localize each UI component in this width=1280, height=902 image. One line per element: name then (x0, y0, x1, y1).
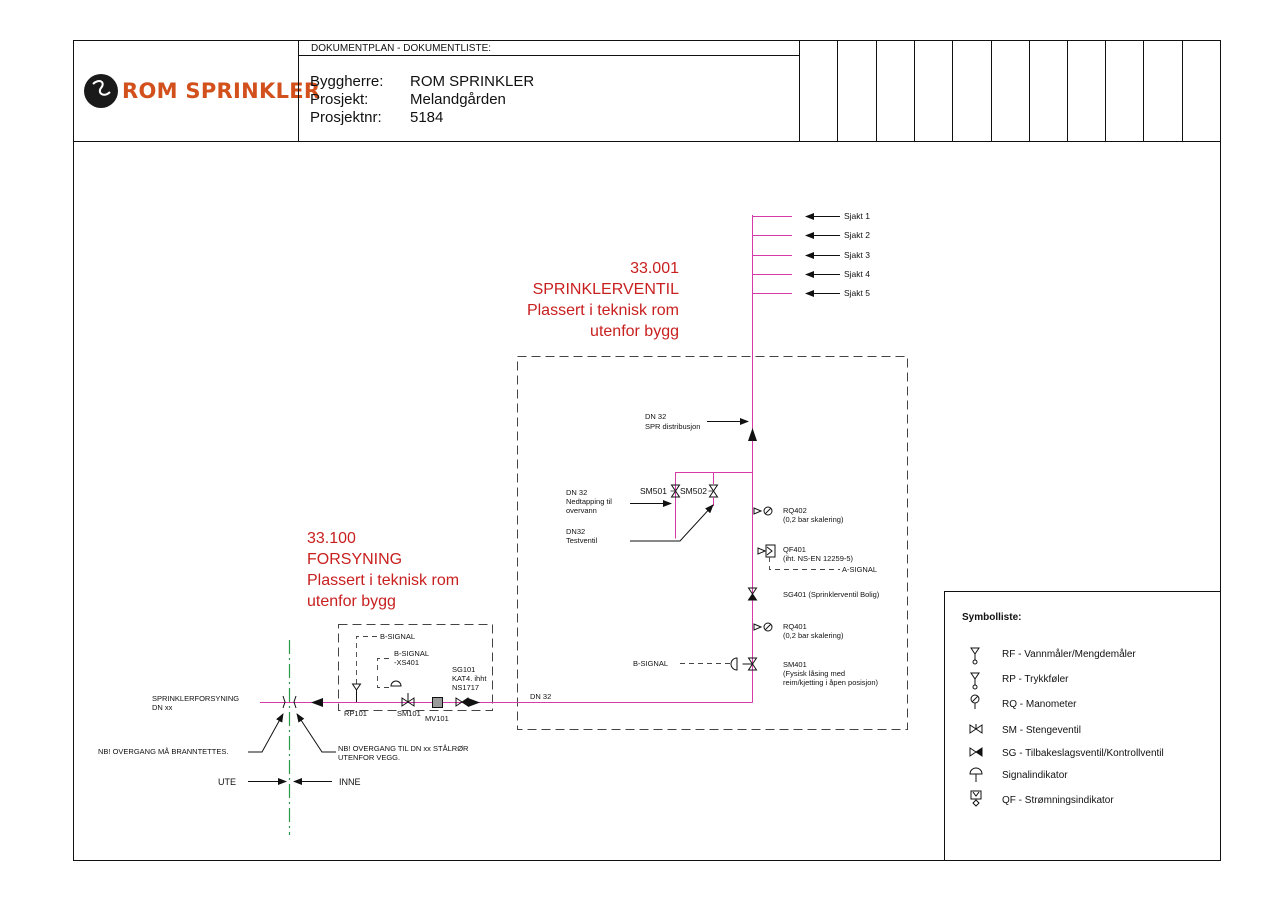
inne-label: INNE (339, 777, 361, 787)
signal-indicator-icon (970, 768, 982, 782)
valve-section-place-2: utenfor bygg (590, 323, 679, 340)
pressure-sensor-icon (971, 673, 979, 689)
field-value-byggherre: ROM SPRINKLER (410, 73, 535, 90)
manometer-icon (971, 695, 979, 709)
shaft-label-4: Sjakt 4 (844, 269, 870, 279)
sg101-cat-label: KAT4. ihht (452, 674, 487, 683)
qf401-standard-label: (iht. NS-EN 12259-5) (783, 554, 854, 563)
flow-meter-icon (971, 648, 979, 664)
field-label-prosjektnr: Prosjektnr: (310, 109, 382, 126)
mv101-label: MV101 (425, 714, 449, 723)
supply-label: SPRINKLERFORSYNING (152, 694, 240, 703)
sm401-shutoff-valve-icon (743, 658, 757, 670)
rq402-label: RQ402 (783, 506, 807, 515)
b-signal-main-label: B-SIGNAL (633, 659, 669, 668)
rp101-label: RP101 (344, 709, 367, 718)
legend-item-sg: SG - Tilbakeslagsventil/Kontrollventil (1002, 748, 1164, 759)
doc-title: DOKUMENTPLAN - DOKUMENTLISTE: (311, 43, 492, 54)
test-valve-label-2: Testventil (566, 536, 598, 545)
legend-item-qf: QF - Strømningsindikator (1002, 795, 1114, 806)
mv101-meter-icon (433, 698, 443, 708)
valve-section-number: 33.001 (630, 260, 679, 277)
rq401-label: RQ401 (783, 622, 807, 631)
b-signal-1-label: B-SIGNAL (380, 632, 416, 641)
shaft-label-1: Sjakt 1 (844, 211, 870, 221)
legend-item-rp: RP - Trykkføler (1002, 674, 1069, 685)
nb-steel-pipe-label: NB! OVERGANG TIL DN xx STÅLRØR (338, 744, 469, 753)
drain-label-1: DN 32 (566, 488, 588, 497)
legend-item-rq: RQ - Manometer (1002, 699, 1077, 710)
supply-section-place-2: utenfor bygg (307, 593, 396, 610)
shutoff-valve-icon (970, 724, 982, 733)
drain-label-2: Nedtapping til (566, 497, 612, 506)
legend-item-sm: SM - Stengeventil (1002, 725, 1081, 736)
revision-columns (800, 41, 1183, 142)
dn32-main-label: DN 32 (530, 692, 552, 701)
sm101-signal-indicator-icon (391, 681, 401, 686)
valve-section-name: SPRINKLERVENTIL (532, 281, 679, 298)
inlet-arrow-icon (311, 698, 323, 707)
qf401-flow-indicator-icon (758, 545, 775, 557)
sm401-signal-indicator-icon (731, 658, 737, 670)
sg101-standard-label: NS1717 (452, 683, 480, 692)
rq401-scale-label: (0,2 bar skalering) (783, 631, 844, 640)
shaft-label-3: Sjakt 3 (844, 250, 870, 260)
check-valve-icon (970, 748, 982, 756)
valve-section-place-1: Plassert i teknisk rom (526, 302, 679, 319)
flow-indicator-icon (971, 791, 981, 806)
sm501-label: SM501 (640, 486, 667, 496)
legend-item-signal: Signalindikator (1002, 770, 1068, 781)
sm101-shutoff-valve-icon (402, 693, 414, 706)
rq401-manometer-icon (754, 623, 772, 631)
spr-distribution-label: SPR distribusjon (645, 422, 701, 431)
sm401-label: SM401 (783, 660, 807, 669)
legend-box (945, 592, 1221, 861)
logo-text: ROM SPRINKLER (122, 79, 321, 103)
field-label-prosjekt: Prosjekt: (310, 91, 369, 108)
nb-fire-seal-label: NB! OVERGANG MÅ BRANNTETTES. (98, 747, 229, 756)
field-value-prosjekt: Melandgården (410, 91, 506, 108)
b-signal-2-label: B-SIGNAL (394, 649, 430, 658)
dn32-distribution-label: DN 32 (645, 412, 667, 421)
logo-swirl-icon (93, 81, 110, 95)
drain-label-3: overvann (566, 506, 597, 515)
field-value-prosjektnr: 5184 (410, 109, 444, 126)
sheet-border (74, 41, 1221, 861)
a-signal-label: A-SIGNAL (842, 565, 878, 574)
shaft-label-5: Sjakt 5 (844, 288, 870, 298)
qf401-label: QF401 (783, 545, 806, 554)
flow-arrow-icon (748, 428, 757, 441)
field-label-byggherre: Byggherre: (310, 73, 384, 90)
xs401-label: -XS401 (394, 658, 420, 667)
sm101-label: SM101 (397, 709, 421, 718)
sg101-label: SG101 (452, 665, 476, 674)
rp101-pressure-sensor-icon (353, 684, 361, 702)
sm401-note-2: reim/kjetting i åpen posisjon) (783, 678, 879, 687)
supply-section-name: FORSYNING (307, 551, 403, 568)
ute-label: UTE (218, 777, 236, 787)
sm502-valve-icon (709, 485, 718, 497)
legend-item-rf: RF - Vannmåler/Mengdemåler (1002, 649, 1136, 660)
shaft-arrows (806, 217, 840, 294)
supply-section-place-1: Plassert i teknisk rom (307, 572, 460, 589)
main-pipe (260, 215, 792, 703)
legend-title: Symbolliste: (962, 612, 1022, 623)
supply-section-number: 33.100 (307, 530, 356, 547)
supply-dn-label: DN xx (152, 703, 173, 712)
test-valve-label-1: DN32 (566, 527, 586, 536)
sg401-label: SG401 (Sprinklerventil Bolig) (783, 590, 880, 599)
nb-outside-wall-label: UTENFOR VEGG. (338, 753, 401, 762)
shaft-label-2: Sjakt 2 (844, 230, 870, 240)
sm502-label: SM502 (680, 486, 707, 496)
sm401-note-1: (Fysisk låsing med (783, 669, 846, 678)
rq402-scale-label: (0,2 bar skalering) (783, 515, 844, 524)
rq402-manometer-icon (754, 507, 772, 515)
